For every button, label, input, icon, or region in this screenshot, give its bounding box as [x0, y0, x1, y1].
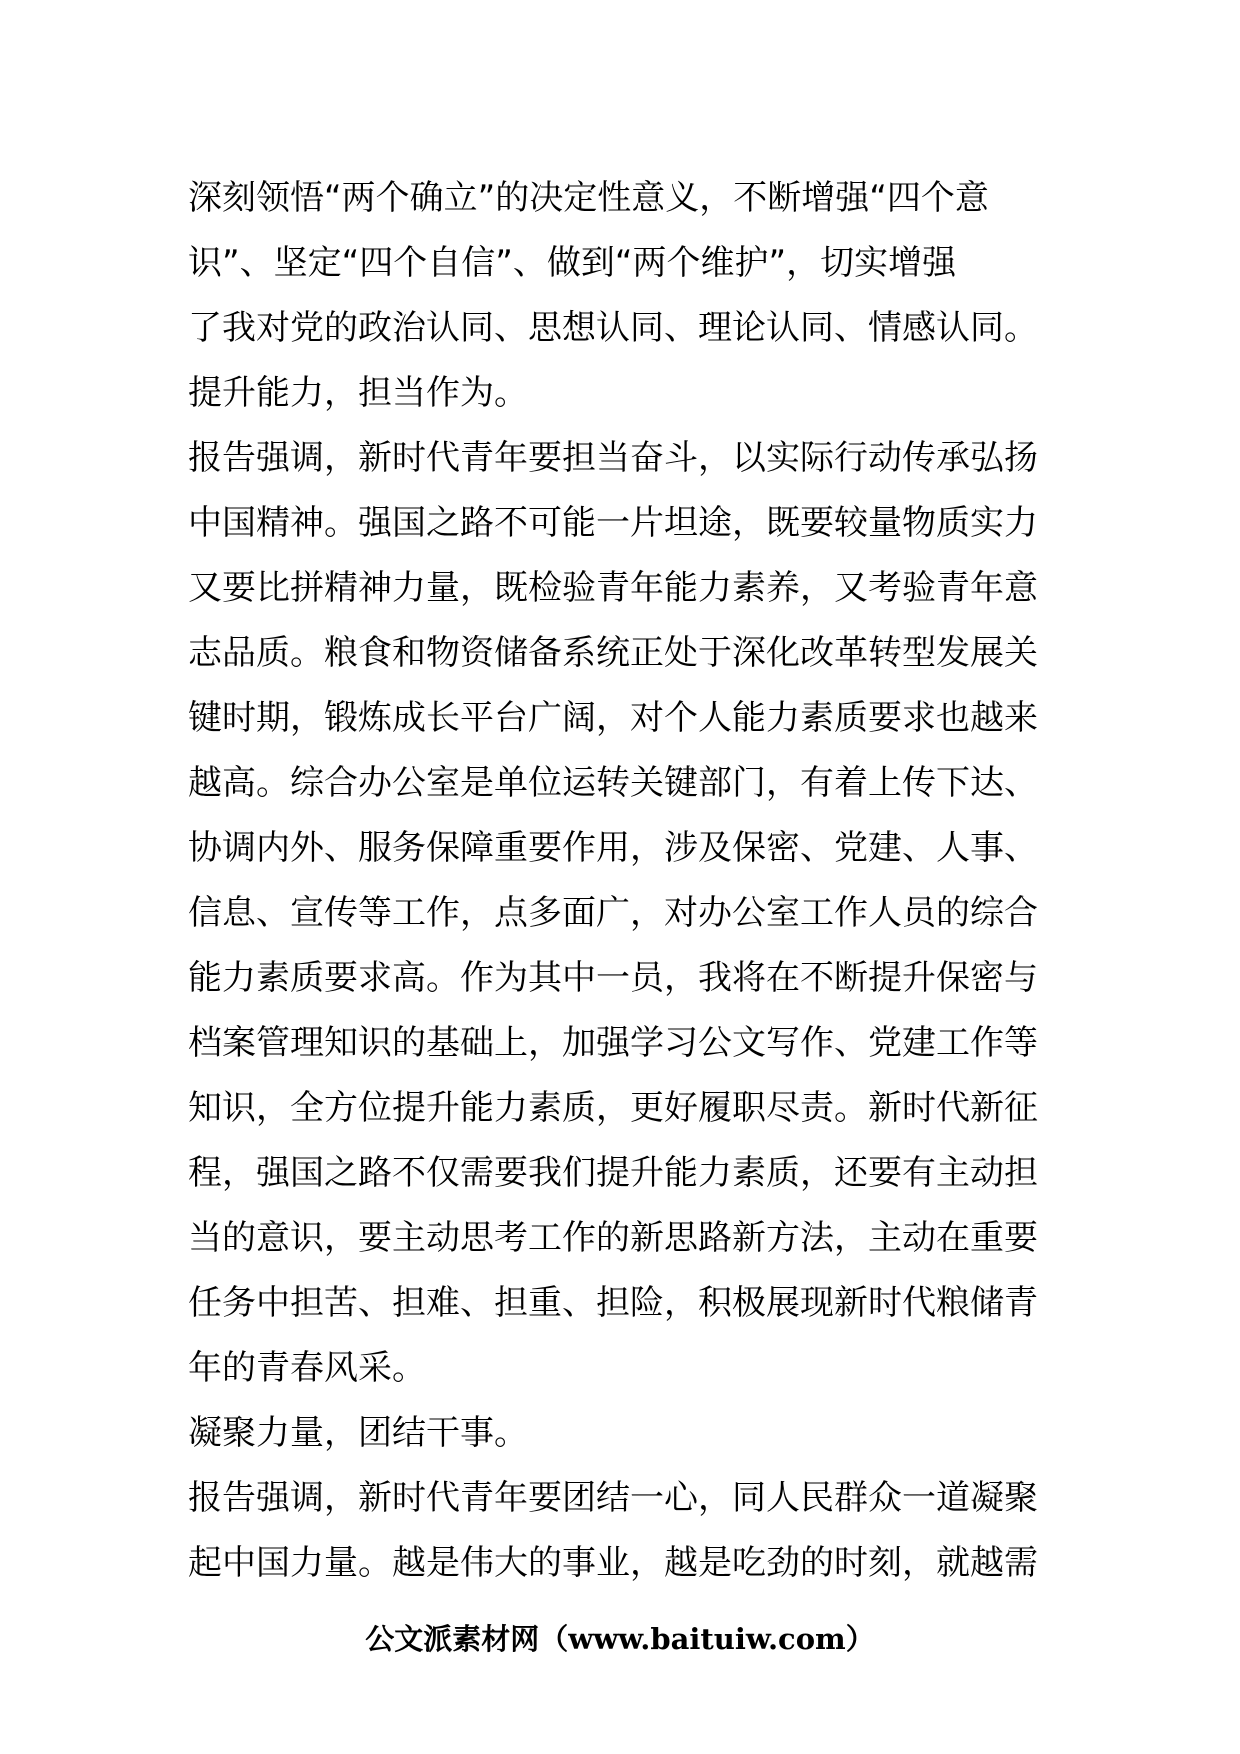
- text-line: 键时期，锻炼成长平台广阔，对个人能力素质要求也越来: [188, 698, 1038, 738]
- text-line: 又要比拼精神力量，既检验青年能力素养，又考验青年意: [188, 568, 1038, 608]
- text-line: 程，强国之路不仅需要我们提升能力素质，还要有主动担: [188, 1153, 1038, 1193]
- text-line: 当的意识，要主动思考工作的新思路新方法，主动在重要: [188, 1218, 1038, 1258]
- text-line: 了我对党的政治认同、思想认同、理论认同、情感认同。: [188, 308, 1038, 348]
- text-line: 报告强调，新时代青年要团结一心，同人民群众一道凝聚: [188, 1478, 1038, 1518]
- text-line: 中国精神。强国之路不可能一片坦途，既要较量物质实力: [188, 503, 1038, 543]
- text-line: 深刻领悟“两个确立”的决定性意义，不断增强“四个意: [188, 178, 989, 218]
- text-line: 起中国力量。越是伟大的事业，越是吃劲的时刻，就越需: [188, 1543, 1038, 1583]
- text-line: 档案管理知识的基础上，加强学习公文写作、党建工作等: [188, 1023, 1038, 1063]
- text-line: 能力素质要求高。作为其中一员，我将在不断提升保密与: [188, 958, 1038, 998]
- page-footer: 公文派素材网（www.baituiw.com）: [365, 1622, 875, 1656]
- text-line: 志品质。粮食和物资储备系统正处于深化改革转型发展关: [188, 633, 1038, 673]
- section-heading: 提升能力，担当作为。: [188, 373, 528, 413]
- text-line: 识”、坚定“四个自信”、做到“两个维护”，切实增强: [188, 243, 957, 283]
- text-line: 协调内外、服务保障重要作用，涉及保密、党建、人事、: [188, 828, 1038, 868]
- section-heading: 凝聚力量，团结干事。: [188, 1413, 528, 1453]
- text-line: 报告强调，新时代青年要担当奋斗，以实际行动传承弘扬: [188, 438, 1038, 478]
- text-line: 知识，全方位提升能力素质，更好履职尽责。新时代新征: [188, 1088, 1038, 1128]
- text-line: 越高。综合办公室是单位运转关键部门，有着上传下达、: [188, 763, 1038, 803]
- text-line: 任务中担苦、担难、担重、担险，积极展现新时代粮储青: [188, 1283, 1038, 1323]
- text-line: 信息、宣传等工作，点多面广，对办公室工作人员的综合: [188, 893, 1038, 933]
- document-body: [188, 166, 1060, 1596]
- text-line: 年的青春风采。: [188, 1348, 426, 1388]
